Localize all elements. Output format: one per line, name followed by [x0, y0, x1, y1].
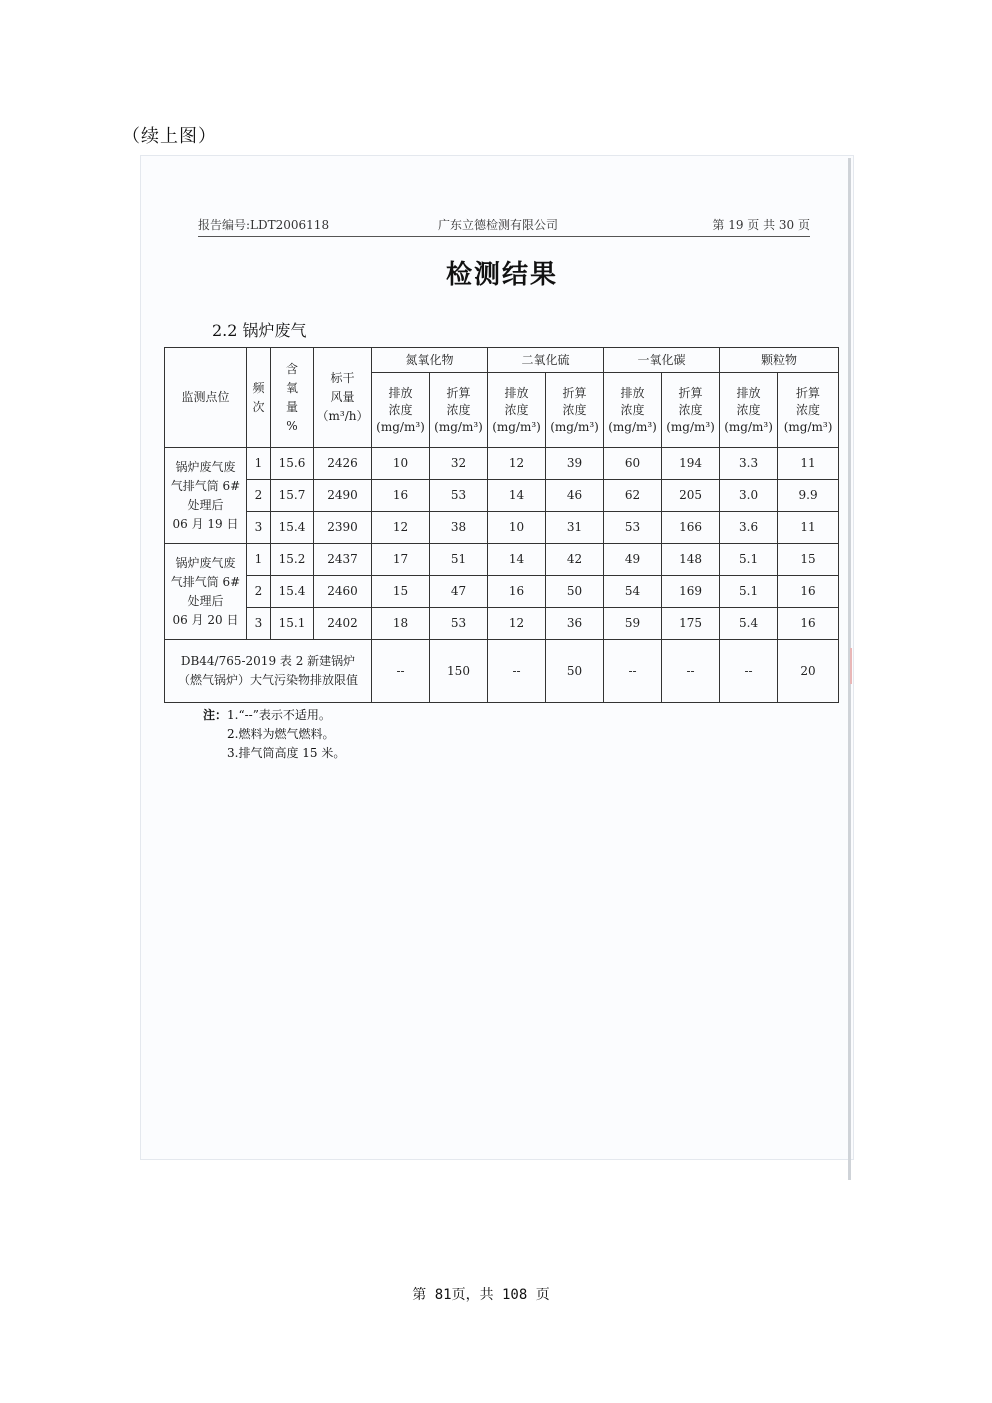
value-cell: 5.4 — [720, 608, 778, 640]
subheader-converted: 折算 浓度 (mg/m³) — [662, 373, 720, 448]
frequency-cell: 2 — [247, 576, 271, 608]
oxygen-cell: 15.1 — [271, 608, 314, 640]
value-cell: 11 — [778, 512, 839, 544]
table-notes — [203, 706, 345, 763]
note-item: 3.排气筒高度 15 米。 — [227, 746, 346, 760]
value-cell: 3.0 — [720, 480, 778, 512]
results-table — [164, 347, 839, 703]
value-cell: 16 — [778, 608, 839, 640]
oxygen-cell: 15.7 — [271, 480, 314, 512]
value-cell: 12 — [372, 512, 430, 544]
subheader-emit: 排放 浓度 (mg/m³) — [720, 373, 778, 448]
frequency-cell: 3 — [247, 608, 271, 640]
header-particulate: 颗粒物 — [720, 348, 839, 373]
value-cell: 53 — [604, 512, 662, 544]
value-cell: 17 — [372, 544, 430, 576]
value-cell: 169 — [662, 576, 720, 608]
value-cell: 10 — [488, 512, 546, 544]
header-co: 一氧化碳 — [604, 348, 720, 373]
frequency-cell: 1 — [247, 544, 271, 576]
note-item: 2.燃料为燃气燃料。 — [227, 727, 335, 741]
value-cell: 53 — [430, 480, 488, 512]
table-row — [165, 448, 839, 480]
oxygen-cell: 15.2 — [271, 544, 314, 576]
value-cell: 46 — [546, 480, 604, 512]
oxygen-cell: 15.6 — [271, 448, 314, 480]
subheader-converted: 折算 浓度 (mg/m³) — [430, 373, 488, 448]
value-cell: 31 — [546, 512, 604, 544]
value-cell: 194 — [662, 448, 720, 480]
subheader-emit: 排放 浓度 (mg/m³) — [604, 373, 662, 448]
value-cell: 16 — [488, 576, 546, 608]
value-cell: 16 — [778, 576, 839, 608]
oxygen-cell: 15.4 — [271, 576, 314, 608]
flow-cell: 2437 — [314, 544, 372, 576]
flow-cell: 2426 — [314, 448, 372, 480]
frequency-cell: 1 — [247, 448, 271, 480]
value-cell: 36 — [546, 608, 604, 640]
value-cell: 49 — [604, 544, 662, 576]
report-page-number: 第 19 页 共 30 页 — [712, 218, 810, 232]
value-cell: 51 — [430, 544, 488, 576]
note-item: 1.“--”表示不适用。 — [227, 708, 331, 722]
frequency-cell: 2 — [247, 480, 271, 512]
value-cell: 15 — [372, 576, 430, 608]
limit-cell: 20 — [778, 640, 839, 703]
flow-cell: 2402 — [314, 608, 372, 640]
subheader-emit: 排放 浓度 (mg/m³) — [372, 373, 430, 448]
red-seal-mark — [850, 648, 852, 684]
value-cell: 39 — [546, 448, 604, 480]
location-cell: 锅炉废气废 气排气筒 6# 处理后 06 月 19 日 — [165, 448, 247, 544]
value-cell: 60 — [604, 448, 662, 480]
subheader-converted: 折算 浓度 (mg/m³) — [546, 373, 604, 448]
value-cell: 12 — [488, 448, 546, 480]
header-frequency: 频 次 — [247, 348, 271, 448]
flow-cell: 2460 — [314, 576, 372, 608]
value-cell: 11 — [778, 448, 839, 480]
value-cell: 54 — [604, 576, 662, 608]
flow-cell: 2490 — [314, 480, 372, 512]
table-row — [165, 480, 839, 512]
flow-cell: 2390 — [314, 512, 372, 544]
limit-cell: -- — [372, 640, 430, 703]
limit-cell: -- — [488, 640, 546, 703]
value-cell: 14 — [488, 480, 546, 512]
report-header — [198, 216, 810, 237]
limit-cell: -- — [604, 640, 662, 703]
page-footer: 第 81页，共 108 页 — [412, 1287, 550, 1303]
value-cell: 38 — [430, 512, 488, 544]
report-number: 报告编号:LDT2006118 — [198, 218, 330, 232]
value-cell: 175 — [662, 608, 720, 640]
frequency-cell: 3 — [247, 512, 271, 544]
header-flow: 标干 风量 （m³/h） — [314, 348, 372, 448]
notes-label: 注： — [203, 708, 228, 722]
location-cell: 锅炉废气废 气排气筒 6# 处理后 06 月 20 日 — [165, 544, 247, 640]
table-row — [165, 512, 839, 544]
header-so2: 二氧化硫 — [488, 348, 604, 373]
value-cell: 47 — [430, 576, 488, 608]
subheader-converted: 折算 浓度 (mg/m³) — [778, 373, 839, 448]
value-cell: 148 — [662, 544, 720, 576]
company-name: 广东立德检测有限公司 — [438, 218, 559, 232]
value-cell: 32 — [430, 448, 488, 480]
value-cell: 12 — [488, 608, 546, 640]
oxygen-cell: 15.4 — [271, 512, 314, 544]
value-cell: 3.6 — [720, 512, 778, 544]
value-cell: 5.1 — [720, 576, 778, 608]
table-row — [165, 576, 839, 608]
value-cell: 10 — [372, 448, 430, 480]
table-header-row — [165, 348, 839, 373]
limit-cell: 150 — [430, 640, 488, 703]
table-row — [165, 608, 839, 640]
limit-cell: 50 — [546, 640, 604, 703]
table-row — [165, 544, 839, 576]
document-title: 检测结果 — [445, 260, 558, 290]
limit-row — [165, 640, 839, 703]
value-cell: 15 — [778, 544, 839, 576]
section-title: 2.2 锅炉废气 — [212, 321, 307, 340]
limit-standard-label: DB44/765-2019 表 2 新建锅炉 （燃气锅炉）大气污染物排放限值 — [165, 640, 372, 703]
value-cell: 16 — [372, 480, 430, 512]
value-cell: 50 — [546, 576, 604, 608]
value-cell: 53 — [430, 608, 488, 640]
value-cell: 5.1 — [720, 544, 778, 576]
value-cell: 62 — [604, 480, 662, 512]
value-cell: 205 — [662, 480, 720, 512]
limit-cell: -- — [720, 640, 778, 703]
header-nox: 氮氧化物 — [372, 348, 488, 373]
value-cell: 9.9 — [778, 480, 839, 512]
value-cell: 18 — [372, 608, 430, 640]
value-cell: 14 — [488, 544, 546, 576]
value-cell: 166 — [662, 512, 720, 544]
value-cell: 42 — [546, 544, 604, 576]
limit-cell: -- — [662, 640, 720, 703]
header-location: 监测点位 — [165, 348, 247, 448]
value-cell: 3.3 — [720, 448, 778, 480]
continuation-caption: （续上图） — [122, 126, 217, 147]
subheader-emit: 排放 浓度 (mg/m³) — [488, 373, 546, 448]
header-oxygen: 含 氧 量 % — [271, 348, 314, 448]
value-cell: 59 — [604, 608, 662, 640]
